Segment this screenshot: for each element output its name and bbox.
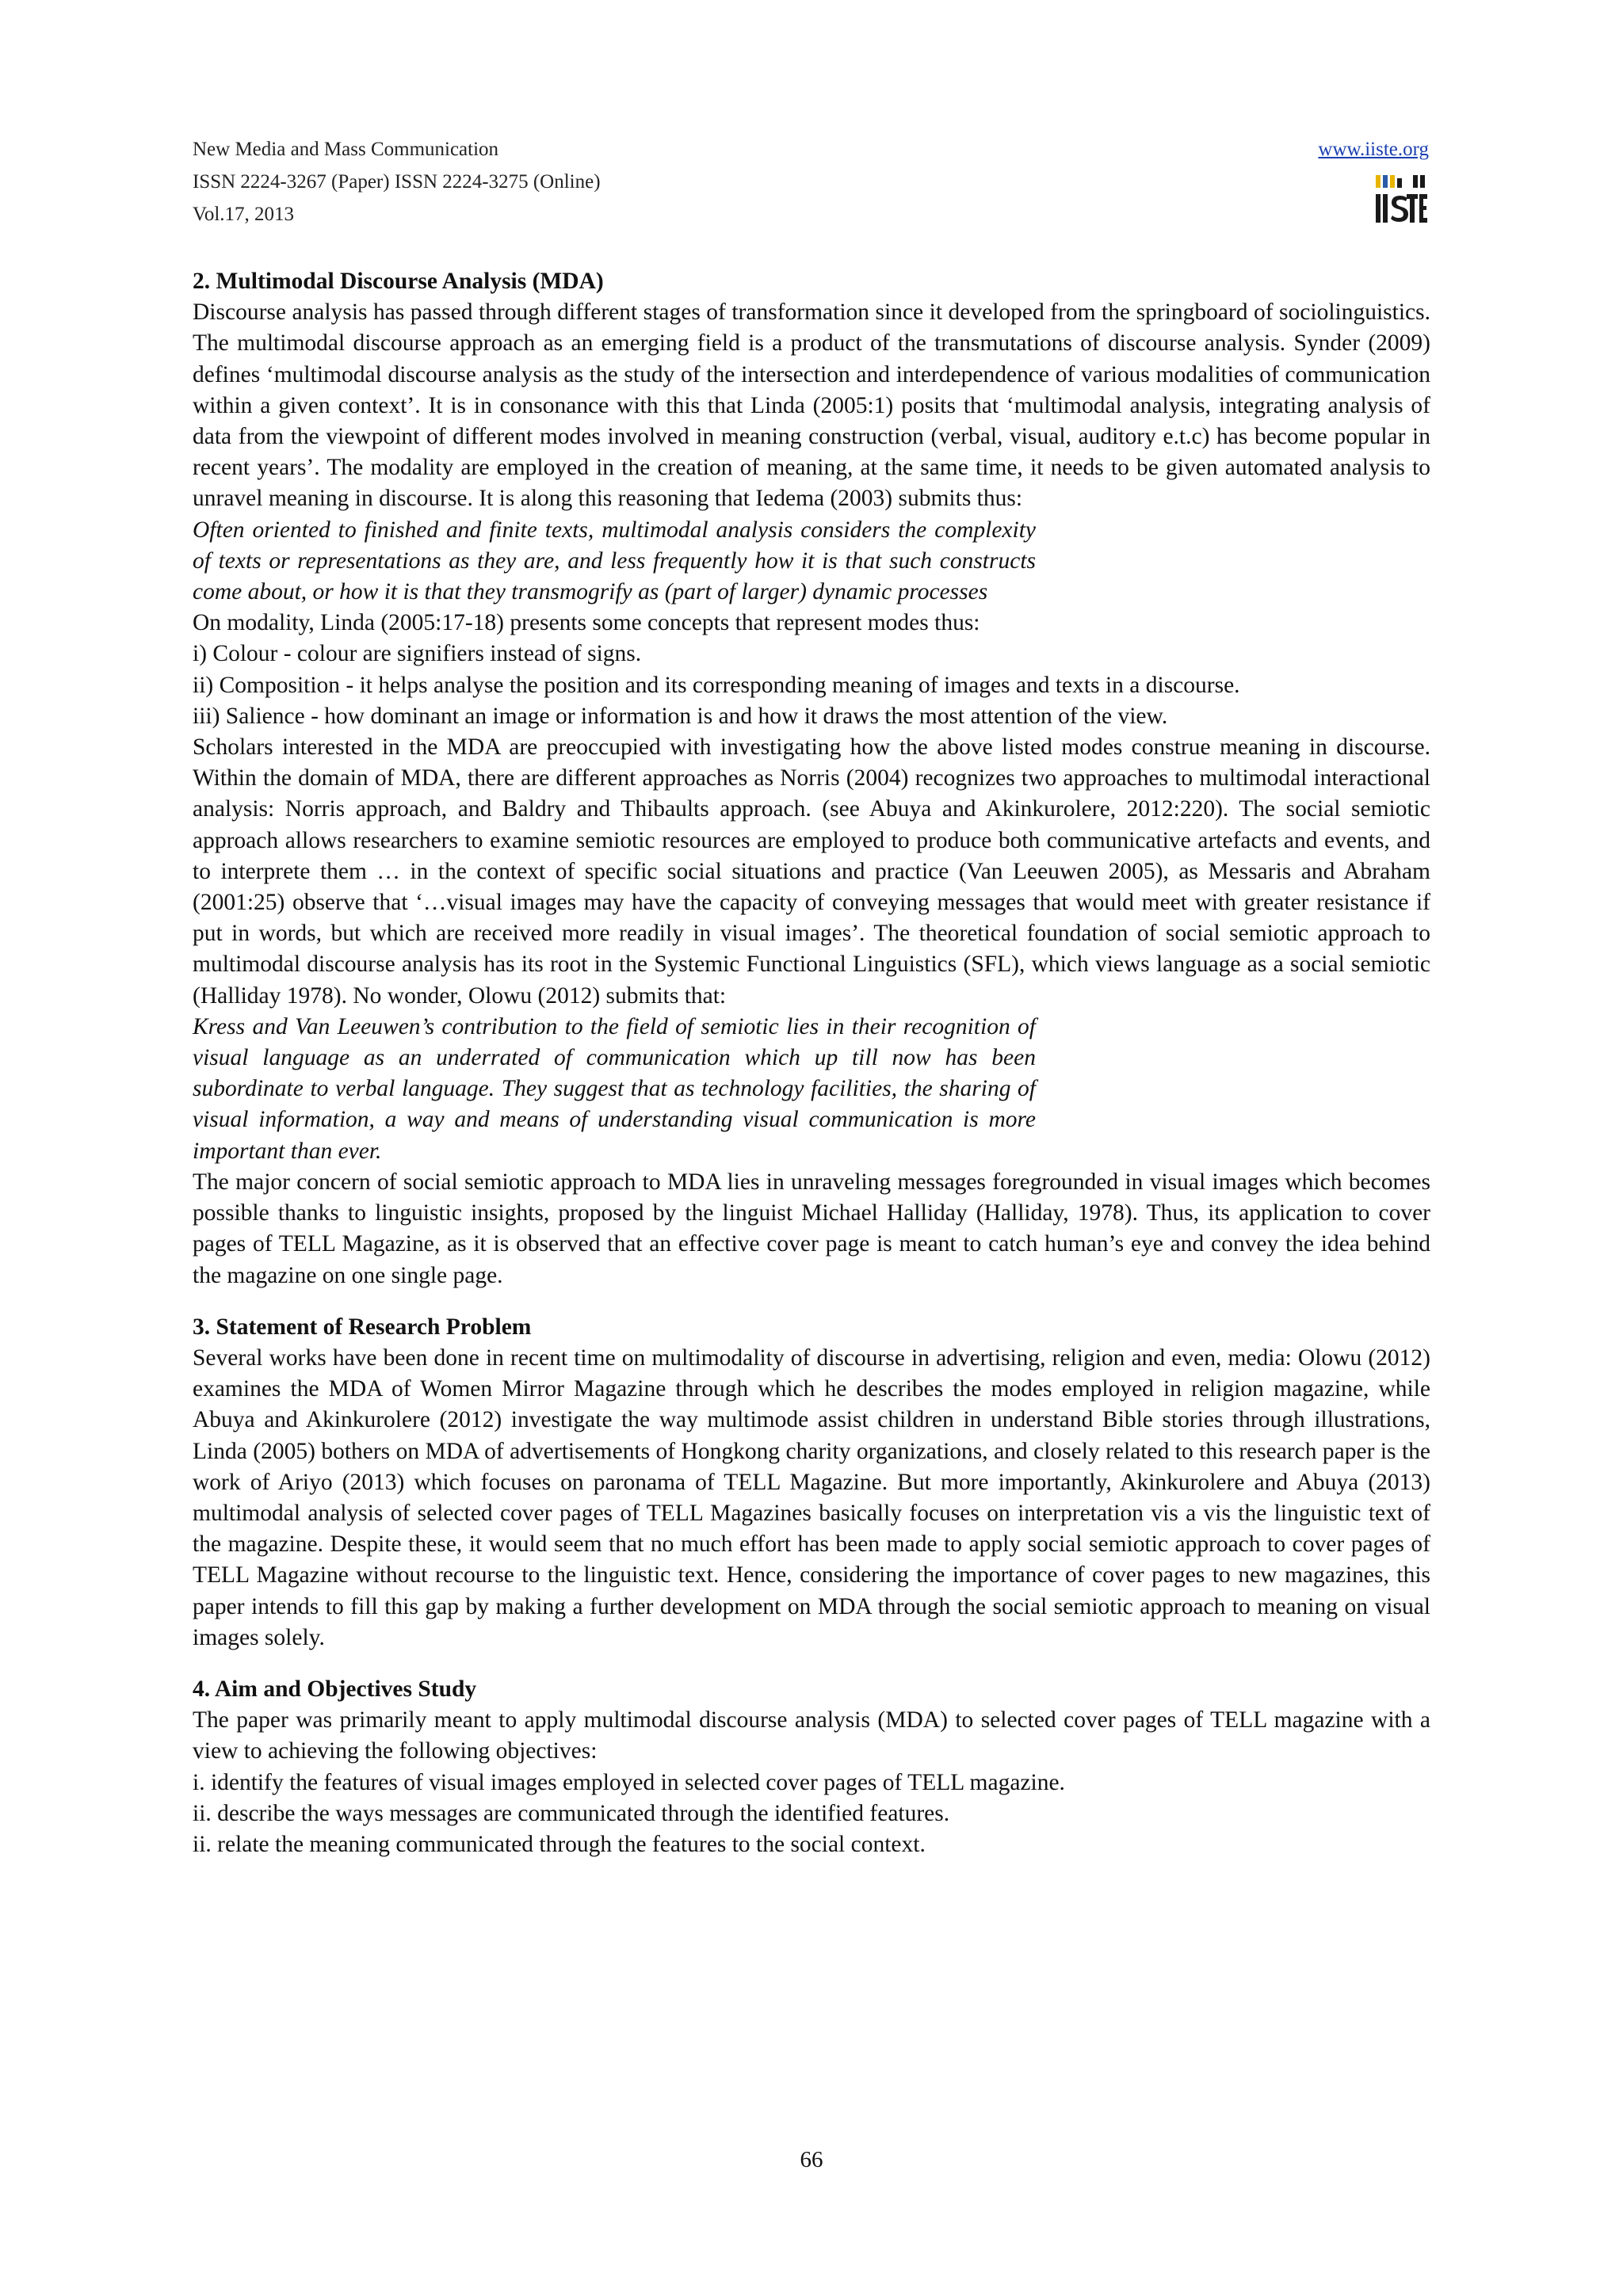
objective-list-item: i. identify the features of visual images employed in selected cover pages of TELL magazine.: [193, 1769, 1065, 1795]
section-3-heading: 3. Statement of Research Problem: [193, 1314, 532, 1340]
section-2-heading: 2. Multimodal Discourse Analysis (MDA): [193, 269, 604, 294]
article-body: [193, 266, 1430, 1860]
page-number: 66: [800, 2147, 823, 2172]
publisher-header: [1318, 133, 1429, 231]
section-2-paragraph-2: On modality, Linda (2005:17-18) presents some concepts that represent modes thus:: [193, 610, 980, 636]
modality-list-item: i) Colour - colour are signifiers instead of signs.: [193, 641, 642, 667]
section-spacer: [193, 1291, 1430, 1312]
journal-title: New Media and Mass Communication: [193, 139, 499, 160]
section-4-heading: 4. Aim and Objectives Study: [193, 1676, 477, 1702]
iiste-logo-icon: [1373, 172, 1429, 227]
journal-issn: ISSN 2224-3267 (Paper) ISSN 2224-3275 (Online): [193, 171, 601, 193]
modality-list-item: iii) Salience - how dominant an image or information is and how it draws the most attention of the view.: [193, 703, 1168, 729]
section-spacer: [193, 1653, 1430, 1674]
journal-volume: Vol.17, 2013: [193, 204, 295, 225]
section-2-paragraph-1: Discourse analysis has passed through different stages of transformation since it developed from the springboard of sociolinguistics. The multimodal discourse approach as an emerging field is a product of the transmutations of discourse analysis. Synder (2009) defines ‘multimodal discourse analysis as the study of the intersection and interdependence of various modalities of communication within a given context’. It is in consonance with this that Linda (2005:1) posits that ‘multimodal analysis, integrating analysis of data from the viewpoint of different modes involved in meaning construction (verbal, visual, auditory e.t.c) has become popular in recent years’. The modality are employed in the creation of meaning, at the same time, it needs to be given automated analysis to unravel meaning in discourse. It is along this reasoning that Iedema (2003) submits thus:: [193, 299, 1430, 512]
section-2-paragraph-4: The major concern of social semiotic approach to MDA lies in unraveling messages foregrounded in visual images which becomes possible thanks to linguistic insights, proposed by the linguist Michael Halliday (Halliday, 1978). Thus, its application to cover pages of TELL Magazine, as it is observed that an effective cover page is meant to catch human’s eye and convey the idea behind the magazine on one single page.: [193, 1169, 1430, 1288]
section-4-paragraph-1: The paper was primarily meant to apply multimodal discourse analysis (MDA) to selected cover pages of TELL magazine with a view to achieving the following objectives:: [193, 1707, 1430, 1764]
block-quote-olowu: Kress and Van Leeuwen’s contribution to the field of semiotic lies in their recognition of visual language as an underrated of communication which up till now has been subordinate to verbal language. They suggest that as technology facilities, the sharing of visual information, a way and means of understanding visual communication is more important than ever.: [193, 1013, 1036, 1164]
objective-list-item: ii. describe the ways messages are communicated through the identified features.: [193, 1800, 950, 1826]
block-quote-iedema: Often oriented to finished and finite texts, multimodal analysis considers the complexity of texts or representations as they are, and less frequently how it is that such constructs come about, or how it is that they transmogrify as (part of larger) dynamic processes: [193, 517, 1036, 605]
section-3-paragraph-1: Several works have been done in recent time on multimodality of discourse in advertising, religion and even, media: Olowu (2012) examines the MDA of Women Mirror Magazine through which he describes the modes employed in religion magazine, while Abuya and Akinkurolere (2012) investigate the way multimode assist children in understand Bible stories through illustrations, Linda (2005) bothers on MDA of advertisements of Hongkong charity organizations, and closely related to this research paper is the work of Ariyo (2013) which focuses on paronama of TELL Magazine. But more importantly, Akinkurolere and Abuya (2013) multimodal analysis of selected cover pages of TELL Magazines basically focuses on interpretation vis a vis the linguistic text of the magazine. Despite these, it would seem that no much effort has been made to apply social semiotic approach to cover pages of TELL Magazine without recourse to the linguistic text. Hence, considering the importance of cover pages to new magazines, this paper intends to fill this gap by making a further development on MDA through the social semiotic approach to meaning on visual images solely.: [193, 1344, 1430, 1650]
modality-list-item: ii) Composition - it helps analyse the position and its corresponding meaning of images and texts in a discourse.: [193, 672, 1240, 698]
website-link[interactable]: www.iiste.org: [1318, 139, 1429, 160]
section-2-paragraph-3: Scholars interested in the MDA are preoccupied with investigating how the above listed modes construe meaning in discourse. Within the domain of MDA, there are different approaches as Norris (2004) recognizes two approaches to multimodal interactional analysis: Norris approach, and Baldry and Thibaults approach. (see Abuya and Akinkurolere, 2012:220). The social semiotic approach allows researchers to examine semiotic resources are employed to produce both communicative artefacts and events, and to interprete them … in the context of specific social situations and practice (Van Leeuwen 2005), as Messaris and Abraham (2001:25) observe that ‘…visual images may have the capacity of conveying messages that would meet with greater resistance if put in words, but which are received more readily in visual images’. The theoretical foundation of social semiotic approach to multimodal discourse analysis has its root in the Systemic Functional Linguistics (SFL), which views language as a social semiotic (Halliday 1978). No wonder, Olowu (2012) submits that:: [193, 734, 1430, 1009]
objective-list-item: ii. relate the meaning communicated through the features to the social context.: [193, 1831, 926, 1857]
journal-header: [193, 133, 601, 231]
